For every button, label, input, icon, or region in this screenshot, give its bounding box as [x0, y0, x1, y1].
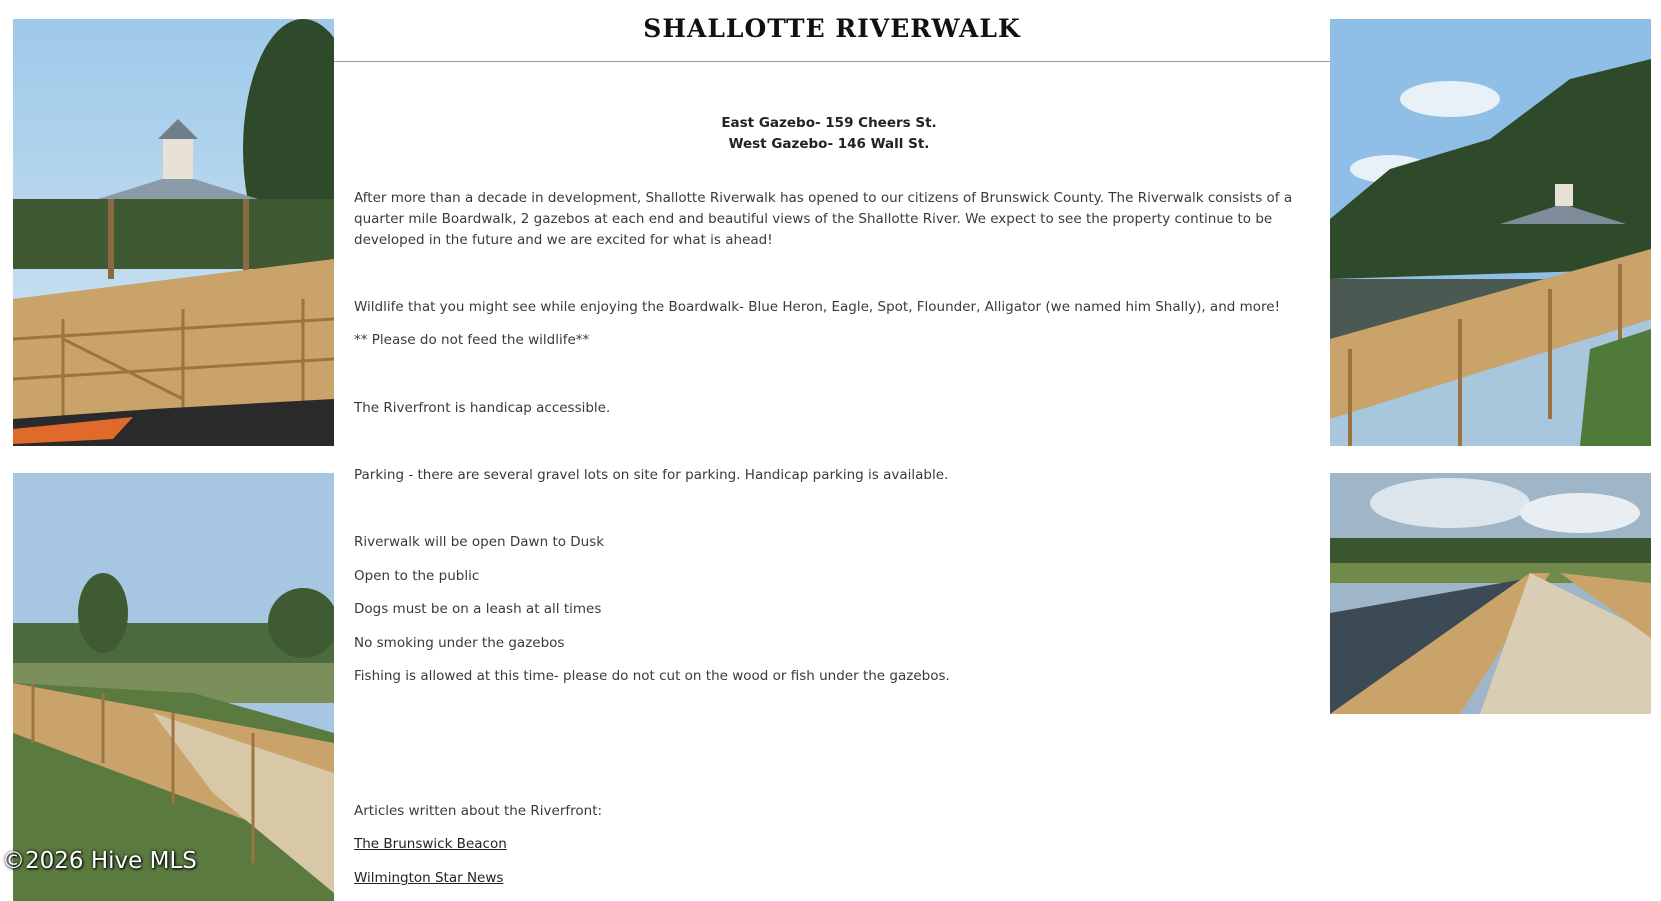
article-link-brunswick-beacon[interactable]: The Brunswick Beacon: [354, 836, 507, 852]
rule-item: Riverwalk will be open Dawn to Dusk: [354, 534, 605, 550]
photo-gazebo-top-right: [1330, 19, 1651, 446]
photo-gazebo-top-left: [13, 19, 334, 446]
wildlife-note: ** Please do not feed the wildlife**: [354, 332, 590, 348]
page-title: SHALLOTTE RIVERWALK: [643, 14, 1021, 43]
rule-item: Dogs must be on a leash at all times: [354, 601, 602, 617]
photo-boardwalk-bottom-left: [13, 473, 334, 901]
title-divider: [334, 61, 1330, 62]
parking-text: Parking - there are several gravel lots on site for parking. Handicap parking is available.: [354, 467, 949, 483]
accessibility-text: The Riverfront is handicap accessible.: [354, 400, 611, 416]
watermark: ©2026 Hive MLS: [2, 848, 197, 874]
rule-item: Fishing is allowed at this time- please do not cut on the wood or fish under the gazebos.: [354, 668, 950, 684]
articles-heading: Articles written about the Riverfront:: [354, 803, 603, 819]
intro-paragraph: After more than a decade in development, Shallotte Riverwalk has opened to our citizens of Brunswick County. The Riverwalk consists of a quarter mile Boardwalk, 2 gazebos at each end and beautiful views of the Shallotte River. We expect to see the property continue to be developed in the future and we are excited for what is ahead!: [354, 190, 1293, 248]
address-west: West Gazebo- 146 Wall St.: [728, 136, 930, 152]
rule-item: No smoking under the gazebos: [354, 635, 565, 651]
article-link-wilmington-star-news[interactable]: Wilmington Star News: [354, 870, 504, 886]
photo-boardwalk-bottom-right: [1330, 473, 1651, 714]
address-east: East Gazebo- 159 Cheers St.: [721, 115, 937, 131]
wildlife-text: Wildlife that you might see while enjoying the Boardwalk- Blue Heron, Eagle, Spot, Flounder, Alligator (we named him Shally), and more!: [354, 299, 1281, 315]
rule-item: Open to the public: [354, 568, 480, 584]
